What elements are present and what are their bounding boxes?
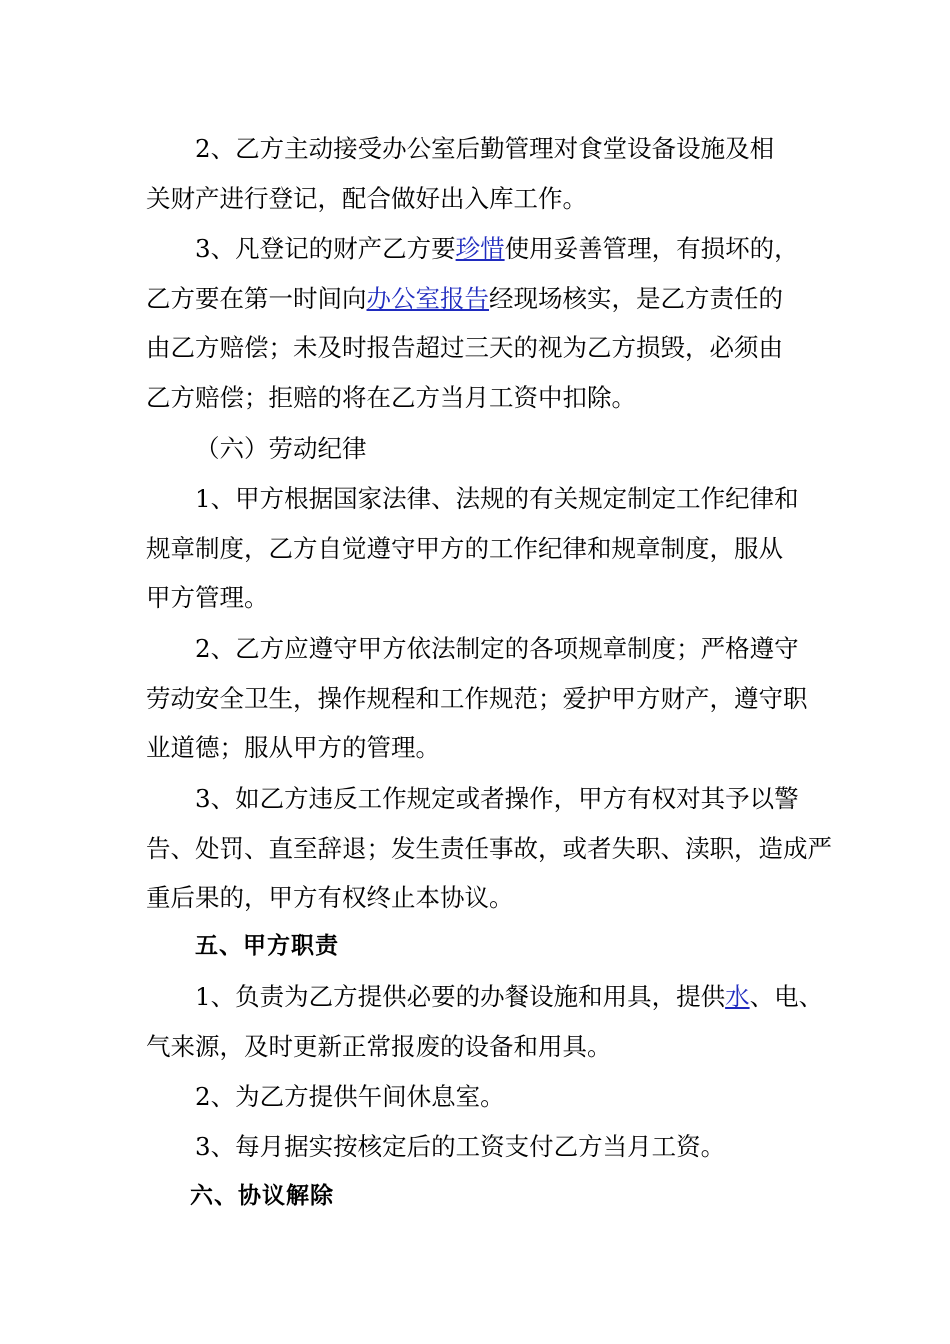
paragraph-line [146, 224, 811, 274]
text-segment: 使用妥善管理，有损坏的， [504, 234, 799, 263]
paragraph-rest-room [146, 1072, 811, 1122]
paragraph-line: 气来源，及时更新正常报废的设备和用具。 [146, 1031, 612, 1061]
paragraph-wages [146, 1122, 811, 1172]
section-heading-text: 六、协议解除 [190, 1183, 334, 1209]
sub-heading-text: （六）劳动纪律 [195, 434, 367, 463]
paragraph-line: 2、乙方应遵守甲方依法制定的各项规章制度；严格遵守 [195, 634, 799, 663]
text-segment: 3、凡登记的财产乙方要 [195, 234, 456, 263]
paragraph-registration [146, 124, 811, 223]
paragraph-line [146, 274, 811, 324]
text-segment: 乙方要在第一时间向 [146, 283, 367, 313]
paragraph-line: 规章制度，乙方自觉遵守甲方的工作纪律和规章制度，服从 [146, 533, 783, 563]
paragraph-violations [146, 774, 832, 923]
paragraph-line: 1、甲方根据国家法律、法规的有关规定制定工作纪律和 [195, 484, 799, 513]
paragraph-rules [146, 474, 811, 623]
text-segment: 、电、 [749, 982, 824, 1011]
paragraph-line: 由乙方赔偿；未及时报告超过三天的视为乙方损毁，必须由 [146, 333, 783, 363]
paragraph-line: 劳动安全卫生，操作规程和工作规范；爱护甲方财产，遵守职 [146, 683, 808, 713]
paragraph-property-care [146, 224, 811, 422]
paragraph-line: 关财产进行登记，配合做好出入库工作。 [146, 183, 587, 213]
text-segment: 经现场核实，是乙方责任的 [489, 283, 783, 313]
link-cherish[interactable]: 珍惜 [455, 234, 505, 263]
paragraph-line: 重后果的，甲方有权终止本协议。 [146, 883, 514, 913]
paragraph-line: 告、处罚、直至辞退；发生责任事故，或者失职、渎职，造成严 [146, 833, 832, 863]
paragraph-facilities [146, 972, 824, 1071]
paragraph-line [146, 972, 824, 1022]
link-office-report[interactable]: 办公室报告 [366, 283, 489, 313]
sub-heading-labor-discipline [146, 424, 811, 474]
section-heading-party-a-duties [146, 922, 811, 972]
paragraph-line: 乙方赔偿；拒赔的将在乙方当月工资中扣除。 [146, 382, 636, 412]
paragraph-line: 2、乙方主动接受办公室后勤管理对食堂设备设施及相 [195, 134, 775, 163]
section-heading-termination [146, 1172, 811, 1222]
paragraph-compliance [146, 624, 811, 773]
paragraph-line: 3、如乙方违反工作规定或者操作，甲方有权对其予以警 [195, 784, 799, 813]
link-water[interactable]: 水 [725, 982, 750, 1011]
paragraph-line: 甲方管理。 [146, 583, 269, 613]
paragraph-line: 3、每月据实按核定后的工资支付乙方当月工资。 [195, 1132, 726, 1161]
section-heading-text: 五、甲方职责 [195, 933, 339, 959]
paragraph-line: 业道德；服从甲方的管理。 [146, 733, 440, 763]
paragraph-line: 2、为乙方提供午间休息室。 [195, 1082, 505, 1111]
text-segment: 1、负责为乙方提供必要的办餐设施和用具，提供 [195, 982, 726, 1011]
